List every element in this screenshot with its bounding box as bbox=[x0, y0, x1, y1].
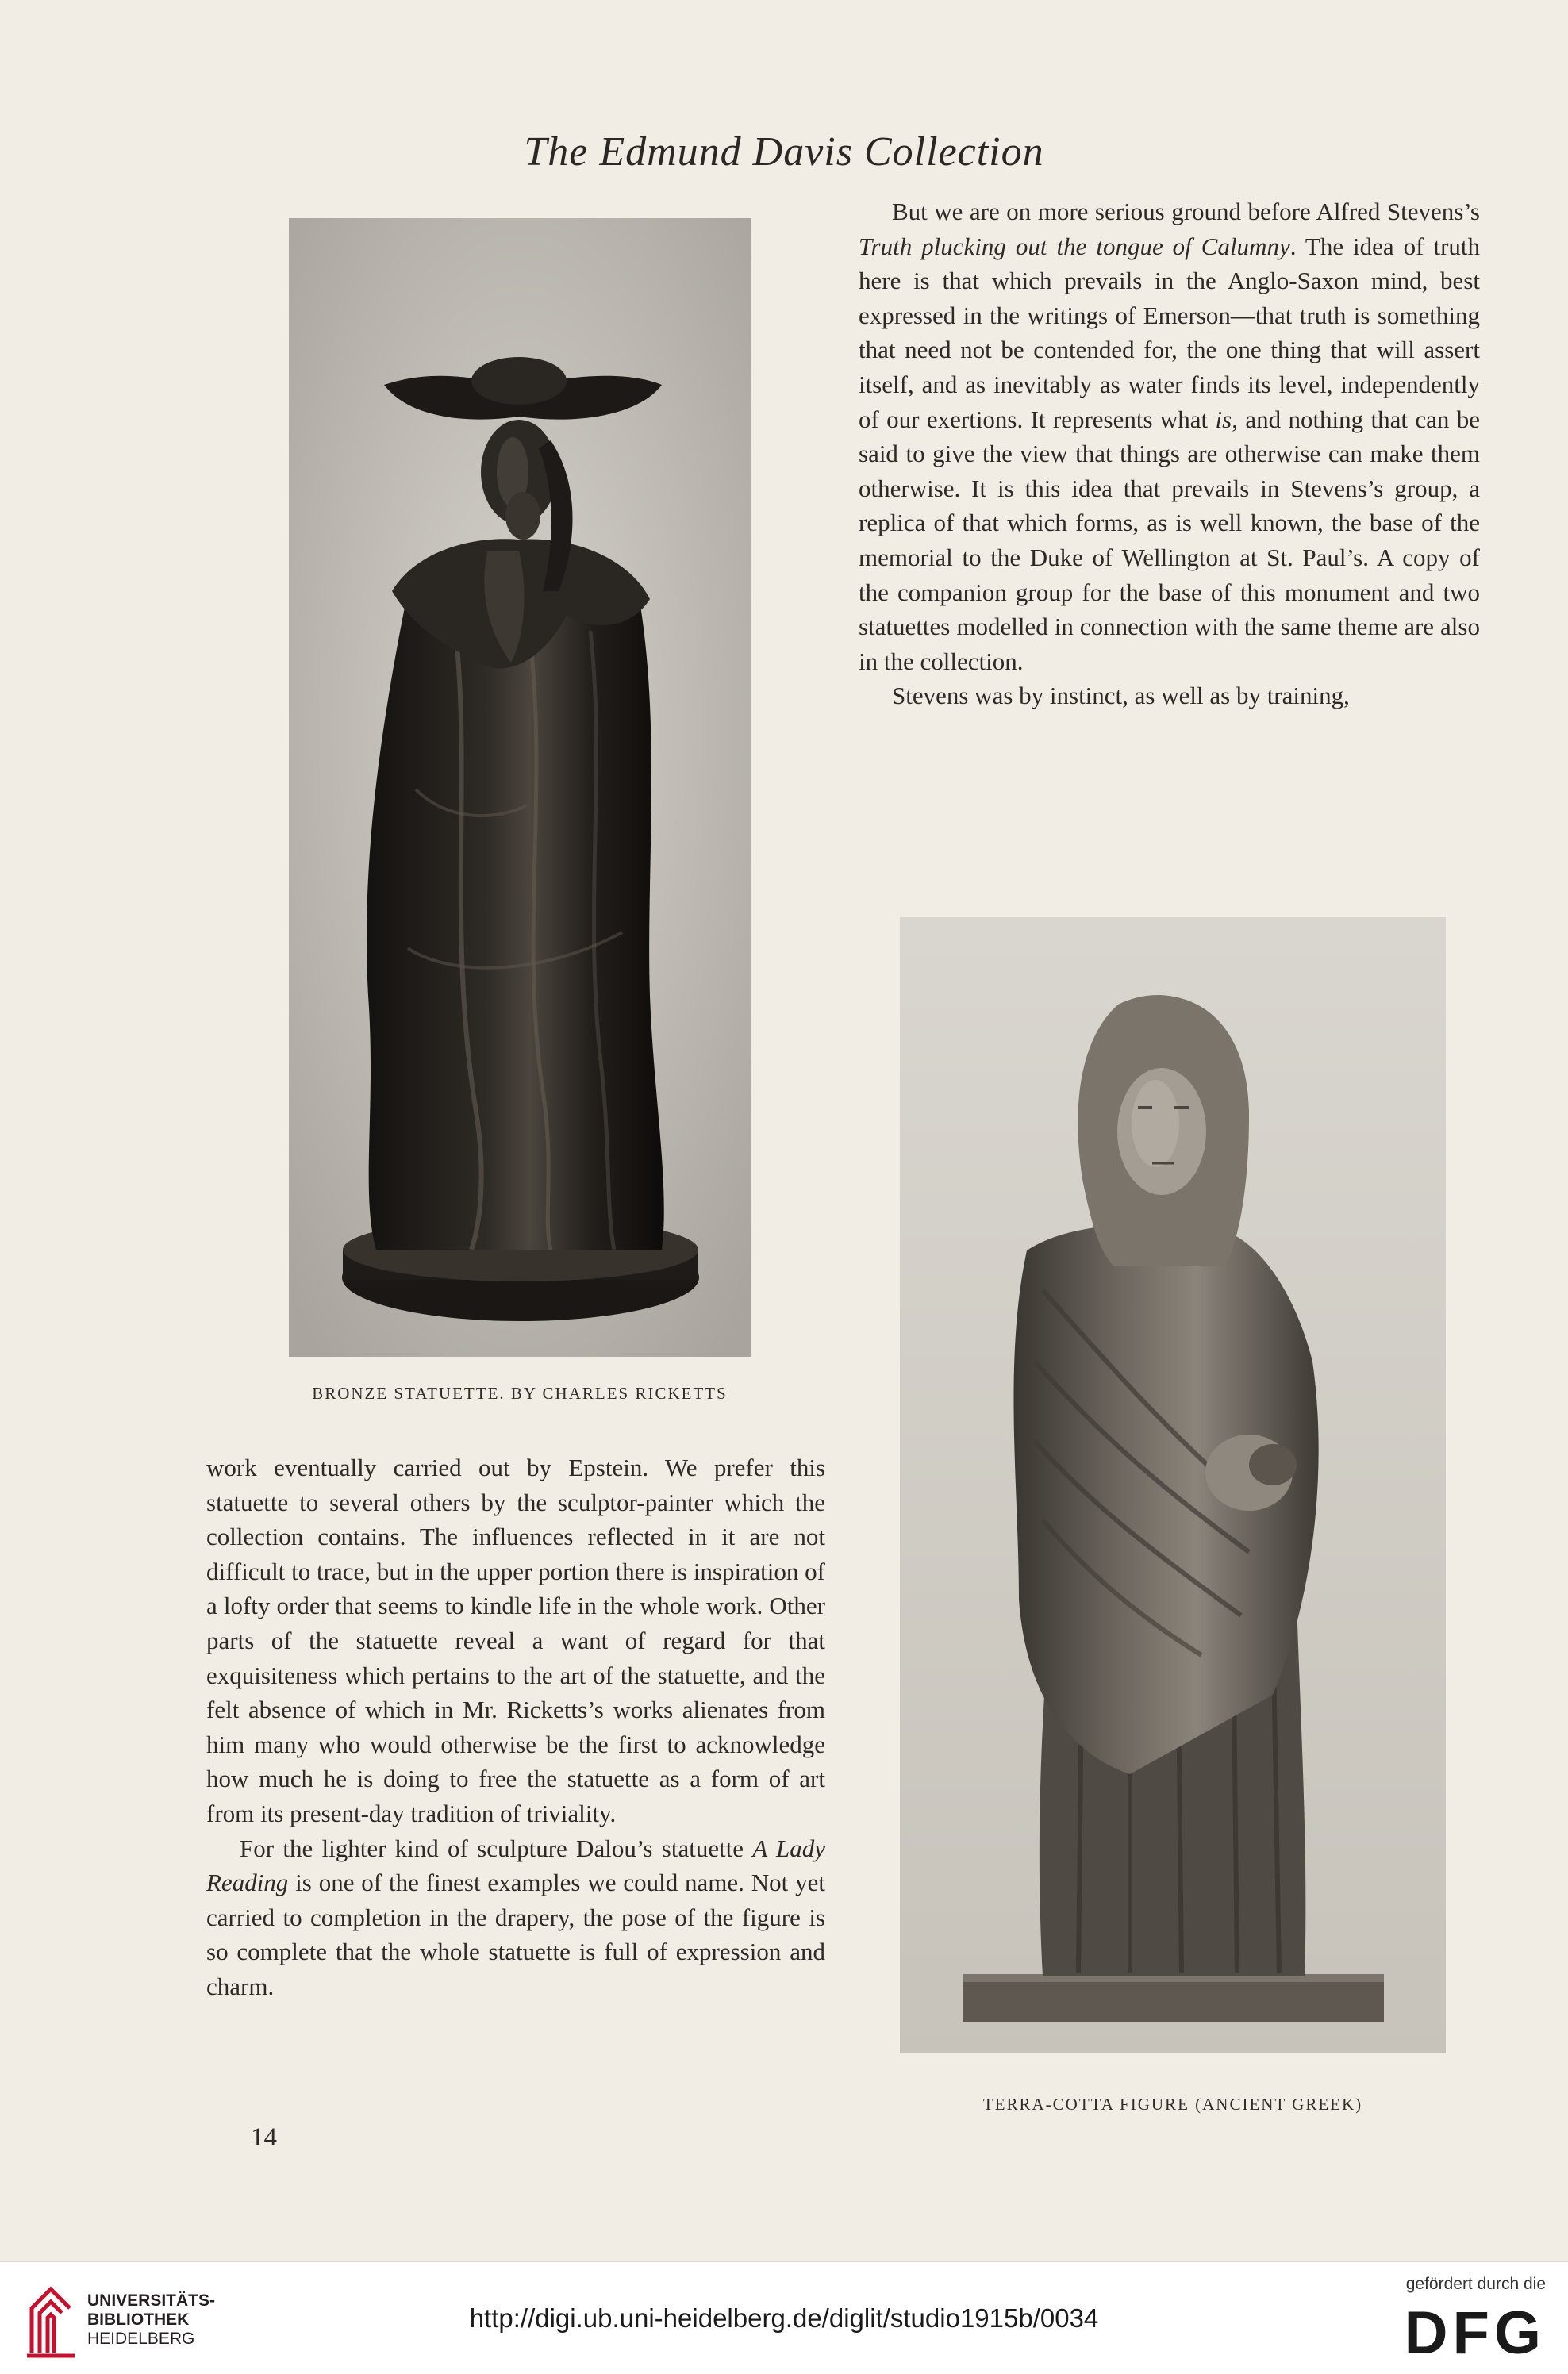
artwork-title-truth: Truth plucking out the tongue of Calumny bbox=[859, 232, 1290, 260]
page-number: 14 bbox=[251, 2123, 277, 2152]
terra-cotta-figure-plate bbox=[900, 917, 1446, 2053]
paragraph-stevens-truth bbox=[859, 194, 1480, 678]
library-line-1: UNIVERSITÄTS- bbox=[87, 2291, 216, 2310]
bronze-statuette-plate bbox=[289, 218, 751, 1357]
text-run: For the lighter kind of sculpture Dalou’s statuette bbox=[240, 1834, 753, 1862]
library-line-2: BIBLIOTHEK bbox=[87, 2311, 190, 2329]
emphasis-is: is bbox=[1215, 405, 1232, 433]
left-column-text bbox=[206, 1450, 825, 2004]
bronze-statuette-image bbox=[289, 218, 751, 1357]
text-run: But we are on more serious ground before Alfred Stevens’s bbox=[892, 198, 1480, 225]
paragraph-dalou bbox=[206, 1831, 825, 2004]
bronze-statuette-caption: BRONZE STATUETTE. BY CHARLES RICKETTS bbox=[312, 1384, 728, 1403]
right-column-text bbox=[859, 194, 1480, 713]
text-run: , and nothing that can be said to give the view that things are otherwise can make them otherwise. It is this idea that prevails in Stevens’s group, a replica of that which forms, as is well known, the base of the memorial to the Duke of Wellington at St. Paul’s. A copy of the companion group for the base of this monument and two statuettes modelled in connection with the same theme are also in the collection. bbox=[859, 405, 1480, 675]
digitization-footer bbox=[0, 2261, 1568, 2374]
source-url-link[interactable]: http://digi.ub.uni-heidelberg.de/diglit/studio1915b/0034 bbox=[469, 2303, 1099, 2333]
paragraph-stevens-instinct: Stevens was by instinct, as well as by training, bbox=[892, 682, 1350, 710]
artwork-title-lady-reading: A Lady Reading bbox=[206, 1834, 825, 1897]
terra-cotta-figure-caption: TERRA-COTTA FIGURE (ANCIENT GREEK) bbox=[982, 2095, 1363, 2114]
running-title: The Edmund Davis Collection bbox=[524, 129, 1044, 175]
library-line-3: HEIDELBERG bbox=[87, 2330, 195, 2348]
paragraph-epstein: work eventually carried out by Epstein. We prefer this statuette to several others by the sculptor-painter which the collection contains. The influences reflected in it are not difficult to trace, but in the upper portion there is inspiration of a lofty order that seems to kindle life in the whole work. Other parts of the statuette reveal a want of regard for that exquisiteness which pertains to the art of the statuette, and the felt absence of which in Mr. Ricketts’s works alienates from him many who would otherwise be the first to acknowledge how much he is doing to free the statuette as a form of art from its present-day tradition of triviality. bbox=[206, 1454, 825, 1827]
dfg-logo: DFG bbox=[1404, 2299, 1546, 2367]
terra-cotta-figure-image bbox=[900, 917, 1446, 2053]
funding-note: gefördert durch die bbox=[1405, 2275, 1546, 2293]
text-run: . The idea of truth here is that which prevails in the Anglo-Saxon mind, best expressed in the writings of Emerson—that truth is something that need not be contended for, the one thing that will assert itself, and as inevitably as water finds its level, independently of our exertions. It represents what bbox=[859, 232, 1481, 433]
text-run: is one of the finest examples we could name. Not yet carried to completion in the drapery, the pose of the figure is so complete that the whole statuette is full of expression and charm. bbox=[206, 1869, 825, 2000]
